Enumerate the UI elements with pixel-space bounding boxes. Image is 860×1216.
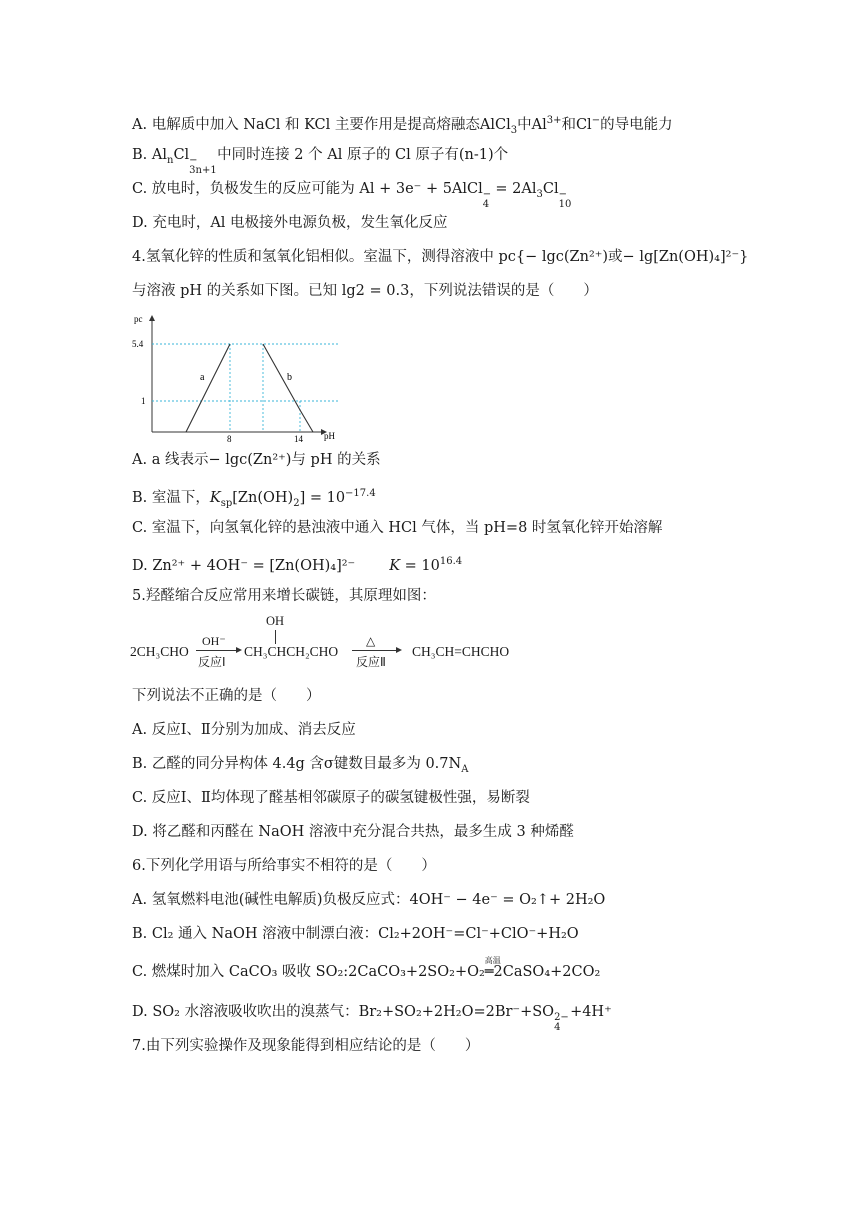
series-a-line [186,344,230,432]
q3-option-c: C. 放电时，负极发生的反应可能为 Al + 3e⁻ + 5AlCl − 4 = $2Al_3Cl$ − 10 [132,181,572,210]
q5-option-c: C. 反应Ⅰ、Ⅱ均体现了醛基相邻碳原子的碳氢键极性强，易断裂 [132,790,530,806]
q5-stem: 5.羟醛缩合反应常用来增长碳链，其原理如图： [132,588,436,604]
q6-stem: 6.下列化学用语与所给事实不相符的是（ ） [132,858,436,874]
q6-option-b: B. Cl₂ 通入 NaOH 溶液中制漂白液：Cl₂+2OH⁻=Cl⁻+ClO⁻+H₂O [132,926,579,942]
hydroxyl-bond [275,630,276,644]
q4-option-b: B. 室温下，$K_{sp}[Zn(OH)_2] = 10^{-17.4}$ [132,488,376,509]
intermediate: CH₃CHCH₂CHO [244,644,339,659]
hydroxyl-label: OH [266,614,285,628]
arrow-2-head [396,647,402,653]
cond1-top: OH⁻ [202,634,226,648]
q5-option-a: A. 反应Ⅰ、Ⅱ分别为加成、消去反应 [132,722,356,738]
product: CH₃CH=CHCHO [412,644,510,659]
x-tick-14: 14 [294,434,303,442]
q6-option-d: D. SO₂ 水溶液吸收吹出的溴蒸气：Br₂+SO₂+2H₂O=2Br⁻+SO 2− 4 +4H⁺ [132,1004,612,1033]
y-tick-1: 1 [141,396,146,406]
series-a-label: a [200,372,205,383]
series-b-line [263,344,313,432]
q5-option-b: B. 乙醛的同分异构体 4.4g 含σ键数目最多为 $0.7N_A$ [132,756,469,775]
pc-ph-chart [128,310,348,442]
cond2-top: △ [366,634,376,648]
arrow-1-head [236,647,242,653]
q4-option-d: D. Zn²⁺ + 4OH⁻ = [Zn(OH)₄]²⁻ $K = 10^{16.4}$ [132,556,463,574]
series-b-label: b [287,372,292,383]
cond1-bottom: 反应Ⅰ [198,655,226,669]
q3-option-d: D. 充电时，Al 电极接外电源负极，发生氧化反应 [132,215,448,231]
q4-stem-line2: 与溶液 pH 的关系如下图。已知 lg2 = 0.3，下列说法错误的是（ ） [132,283,598,299]
q6-option-c: C. 燃煤时加入 CaCO₃ 吸收 SO₂:2CaCO₃+2SO₂+O₂ 高温 ═2CaSO₄+2CO₂ [132,956,601,980]
arrow-1 [196,650,240,651]
q7-stem: 7.由下列实验操作及现象能得到相应结论的是（ ） [132,1038,480,1054]
y-axis-label: pc [134,314,143,324]
y-tick-54: 5.4 [132,339,144,349]
x-tick-8: 8 [227,434,232,442]
arrow-2 [352,650,400,651]
aldol-scheme [130,614,550,674]
cond2-bottom: 反应Ⅱ [356,655,386,669]
q4-option-c: C. 室温下，向氢氧化锌的悬浊液中通入 HCl 气体，当 pH=8 时氢氧化锌开始溶解 [132,520,663,536]
q6-option-a: A. 氢氧燃料电池(碱性电解质)负极反应式：4OH⁻ − 4e⁻ = O₂↑+ 2H₂O [132,892,606,908]
reactant: 2CH₃CHO [130,644,189,659]
q5-ask: 下列说法不正确的是（ ） [132,688,321,704]
q3-option-b: B. $Al_nCl$ − 3n+1 中同时连接 2 个 Al 原子的 Cl 原子有(n-1)个 [132,147,509,176]
q4-stem-line1: 4.氢氧化锌的性质和氢氧化铝相似。室温下，测得溶液中 pc{− lgc(Zn²⁺)或− lg[Zn(OH)₄]²⁻} [132,249,749,265]
q4-option-a: A. a 线表示− lgc(Zn²⁺)与 pH 的关系 [132,452,381,468]
q3-option-a: A. 电解质中加入 NaCl 和 KCl 主要作用是提高熔融态AlCl$_3$中$Al^{3+}$和Cl−的导电能力 [132,115,673,136]
x-axis-label: pH [324,431,335,441]
q5-option-d: D. 将乙醛和丙醛在 NaOH 溶液中充分混合共热，最多生成 3 种烯醛 [132,824,574,840]
